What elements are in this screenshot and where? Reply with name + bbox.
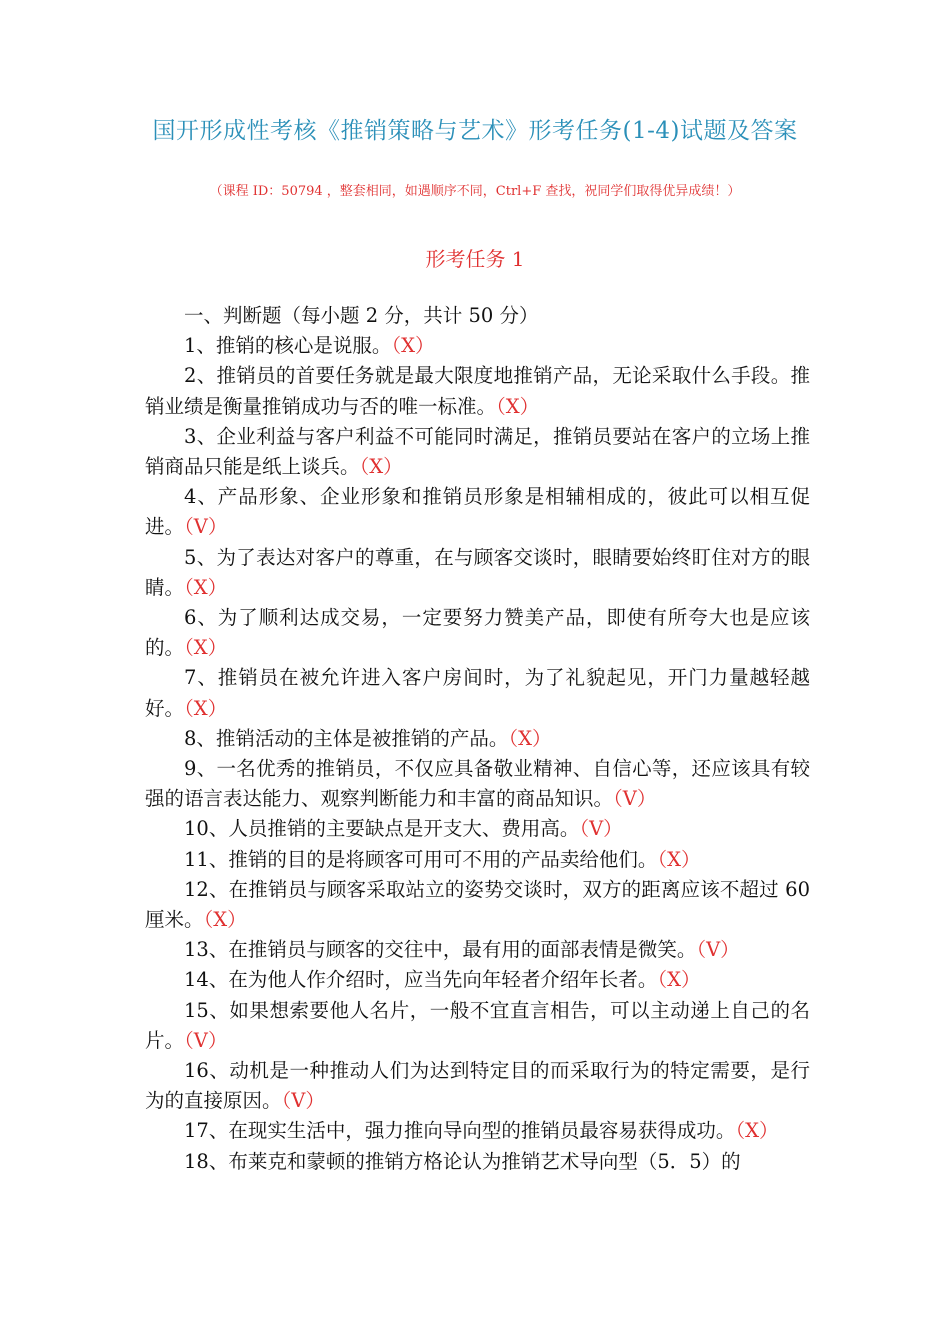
answer-mark: （X） [359, 455, 403, 479]
answer-mark: （X） [657, 847, 701, 871]
question-text: 18、布莱克和蒙顿的推销方格论认为推销艺术导向型（5．5）的 [184, 1149, 741, 1173]
answer-mark: （X） [496, 394, 540, 418]
question-text: 8、推销活动的主体是被推销的产品。 [184, 726, 509, 750]
question-item [145, 935, 810, 965]
answer-mark: （V） [184, 1028, 228, 1052]
answer-mark: （X） [391, 334, 435, 358]
question-item [145, 724, 810, 754]
question-item [145, 996, 810, 1056]
answer-mark: （X） [184, 636, 228, 660]
answer-mark: （X） [657, 968, 701, 992]
question-item [145, 754, 810, 814]
answer-mark: （X） [184, 696, 228, 720]
question-text: 5、为了表达对客户的尊重，在与顾客交谈时，眼睛要始终盯住对方的眼睛。 [145, 545, 810, 599]
question-item [145, 1116, 810, 1146]
question-item [145, 331, 810, 361]
answer-mark: （V） [696, 938, 740, 962]
question-item [145, 482, 810, 542]
question-text: 9、一名优秀的推销员，不仅应具备敬业精神、自信心等，还应该具有较强的语言表达能力、观察判断能力和丰富的商品知识。 [145, 757, 810, 811]
question-list [145, 301, 810, 1177]
question-text: 14、在为他人作介绍时，应当先向年轻者介绍年长者。 [184, 968, 658, 992]
question-item [145, 814, 810, 844]
question-text: 4、产品形象、企业形象和推销员形象是相辅相成的，彼此可以相互促进。 [145, 485, 810, 539]
question-item [145, 361, 810, 421]
question-item [145, 1056, 810, 1116]
question-text: 11、推销的目的是将顾客可用可不用的产品卖给他们。 [184, 847, 658, 871]
question-item [145, 1147, 810, 1177]
question-text: 15、如果想索要他人名片，一般不宜直言相告，可以主动递上自己的名片。 [145, 998, 810, 1052]
answer-mark: （X） [508, 726, 552, 750]
answer-mark: （X） [203, 908, 247, 932]
question-item [145, 663, 810, 723]
question-text: 12、在推销员与顾客采取站立的姿势交谈时，双方的距离应该不超过 60 厘米。 [145, 877, 810, 932]
question-item [145, 422, 810, 482]
question-text: 3、企业利益与客户利益不可能同时满足，推销员要站在客户的立场上推销商品只能是纸上谈兵。 [145, 424, 810, 479]
part-heading: 一、判断题（每小题 2 分，共计 50 分） [184, 304, 539, 327]
answer-mark: （X） [184, 575, 228, 599]
section-title: 形考任务 1 [425, 247, 525, 271]
question-text: 1、推销的核心是说服。 [184, 334, 392, 358]
answer-mark: （V） [281, 1089, 325, 1113]
question-text: 17、在现实生活中，强力推向导向型的推销员最容易获得成功。 [184, 1119, 736, 1143]
question-text: 16、动机是一种推动人们为达到特定目的而采取行为的特定需要，是行为的直接原因。 [145, 1059, 810, 1113]
question-text: 13、在推销员与顾客的交往中，最有用的面部表情是微笑。 [184, 938, 697, 962]
question-item [145, 603, 810, 663]
question-item [145, 875, 810, 935]
questions-container [145, 331, 810, 1177]
question-text: 2、推销员的首要任务就是最大限度地推销产品，无论采取什么手段。推销业绩是衡量推销成功与否的唯一标准。 [145, 364, 810, 418]
question-text: 6、为了顺利达成交易，一定要努力赞美产品，即使有所夸大也是应该的。 [145, 606, 810, 660]
answer-mark: （V） [613, 787, 657, 811]
question-text: 7、推销员在被允许进入客户房间时，为了礼貌起见，开门力量越轻越好。 [145, 666, 810, 720]
question-text: 10、人员推销的主要缺点是开支大、费用高。 [184, 817, 580, 841]
question-item [145, 965, 810, 995]
answer-mark: （V） [579, 817, 623, 841]
course-note: （课程 ID：50794 ，整套相同，如遇顺序不同，Ctrl+F 查找，祝同学们取得优异成绩！） [209, 184, 741, 199]
answer-mark: （V） [184, 515, 228, 539]
question-item [145, 543, 810, 603]
question-item [145, 845, 810, 875]
answer-mark: （X） [735, 1119, 779, 1143]
document-title: 国开形成性考核《推销策略与艺术》形考任务(1-4)试题及答案 [152, 118, 798, 144]
